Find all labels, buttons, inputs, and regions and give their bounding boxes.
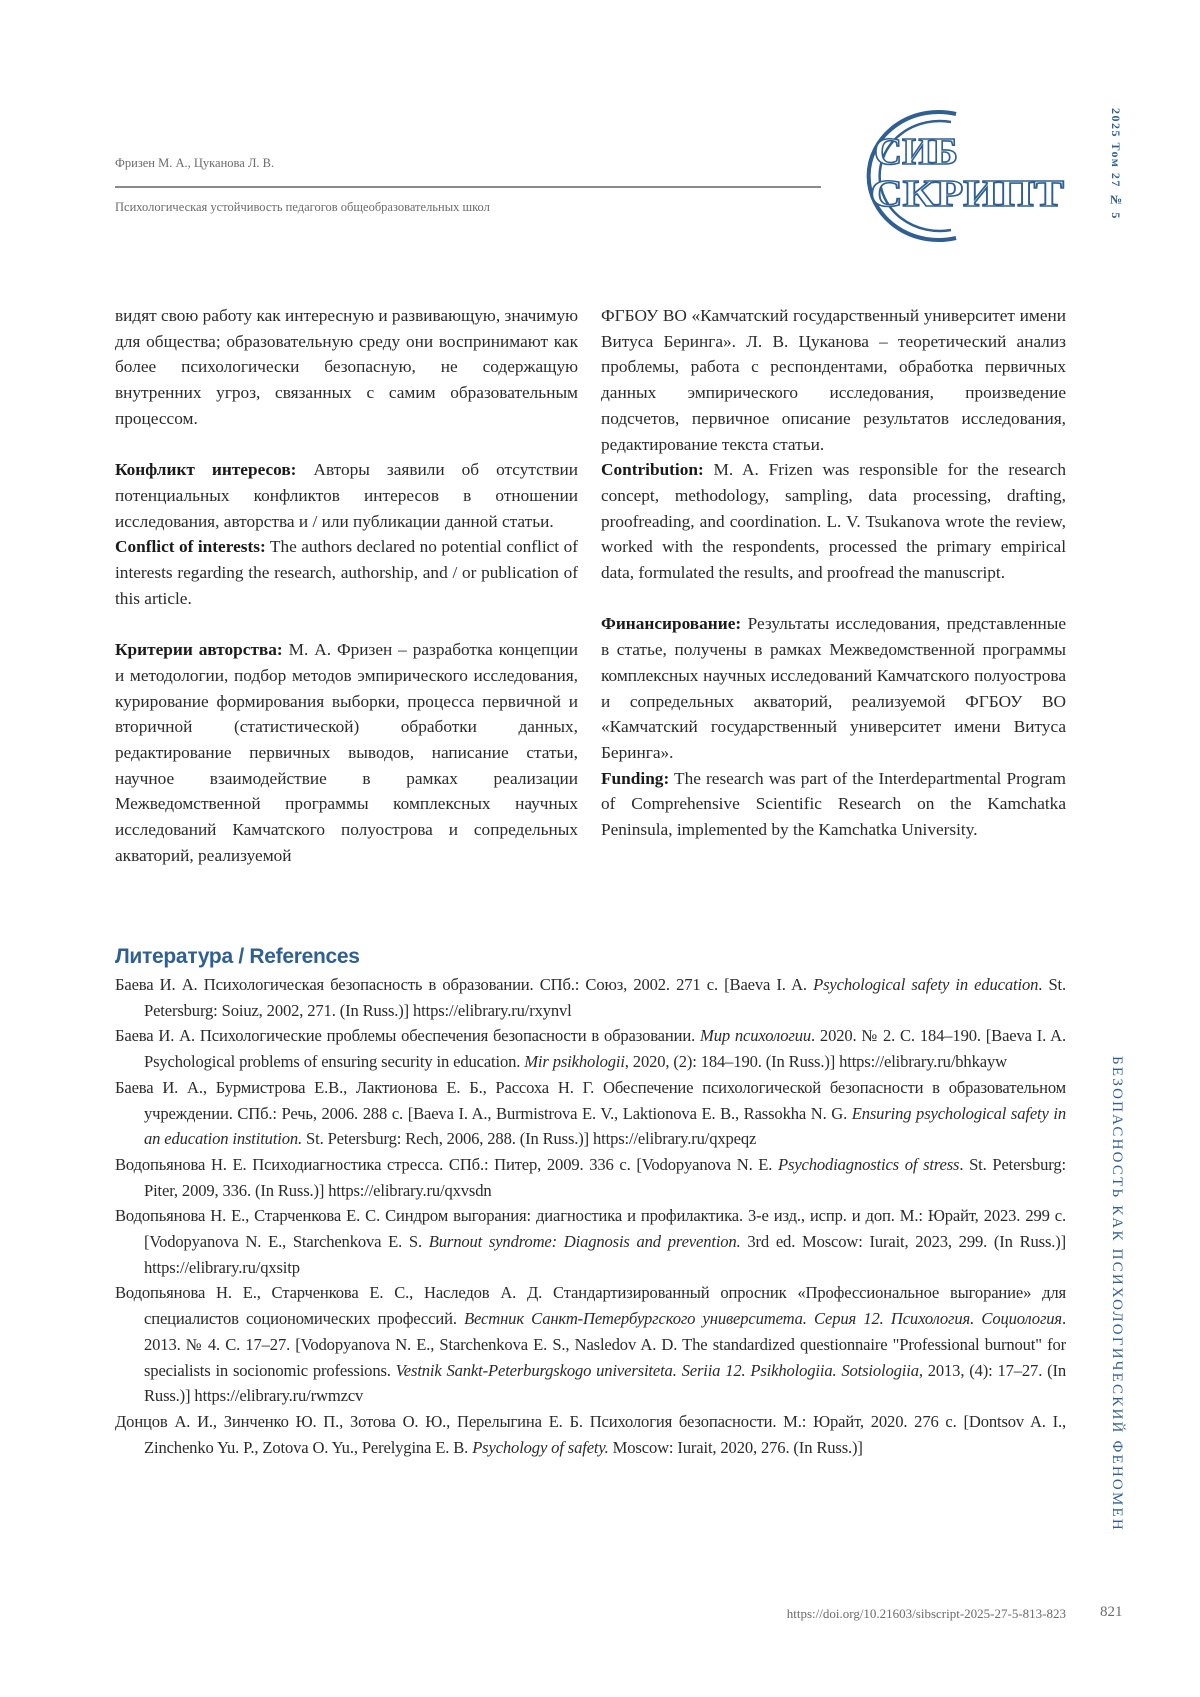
reference-item [115,1075,1066,1152]
criteria-continued: ФГБОУ ВО «Камчатский государственный университет имени Витуса Беринга». Л. В. Цуканова – теоретический анализ проблемы, работа с респондентами, обработка первичных данных эмпирического исследования, произведение подсчетов, первичное описание результатов исследования, редактирование текста статьи. [601,303,1066,457]
logo-text-line1: СИБ [874,131,958,173]
funding-en-paragraph [601,766,1066,843]
reference-part-i: Burnout syndrome: Diagnosis and prevention. [429,1232,741,1251]
funding-ru-label: Финансирование: [601,614,741,633]
reference-part-i: Вестник Санкт-Петербургского университета. Серия 12. Психология. Социология [464,1309,1062,1328]
reference-part-b: . 2020. № 2. С. 184–190. [Baeva I. A. Psychological problems of ensuring security in education. [144,1026,1066,1071]
reference-item [115,1203,1066,1280]
reference-item [115,1023,1066,1074]
reference-part-a: Водопьянова Н. Е., Старченкова Е. С., Наследов А. Д. Стандартизированный опросник «Профессиональное выгорание» для специалистов социономических профессий. [115,1283,1066,1328]
funding-en-label: Funding: [601,769,669,788]
running-header-authors: Фризен М. А., Цуканова Л. В. [115,156,274,171]
logo-text-line2: СКРИПТ [870,173,1064,215]
criteria-paragraph [115,637,578,868]
reference-part-i: Psychological safety in education [813,975,1038,994]
funding-ru-paragraph [601,611,1066,765]
page-number: 821 [1100,1604,1123,1621]
reference-part-c: , 2013, (4): 17–27. (In Russ.)] https://elibrary.ru/rwmzcv [144,1361,1066,1406]
reference-part-a: Водопьянова Н. Е., Старченкова Е. С. Синдром выгорания: диагностика и профилактика. 3-е изд., испр. и доп. М.: Юрайт, 2023. 299 с. [Vodopyanova N. E., Starchenkova E. S. [115,1206,1066,1251]
references-list [115,972,1066,1460]
right-column [601,303,1066,843]
reference-part-a: Водопьянова Н. Е. Психодиагностика стресса. СПб.: Питер, 2009. 336 с. [Vodopyanova N. E. [115,1155,778,1174]
doi-link[interactable]: https://doi.org/10.21603/sibscript-2025-27-5-813-823 [787,1606,1066,1622]
reference-part-b: Moscow: Iurait, 2020, 276. (In Russ.)] [609,1438,863,1457]
reference-part-c: , 2020, (2): 184–190. (In Russ.)] https://elibrary.ru/bhkayw [625,1052,1007,1071]
intro-paragraph: видят свою работу как интересную и развивающую, значимую для общества; образовательную среду они воспринимают как более психологически безопасную, не содержащую внутренних угроз, связанных с самим образовательным процессом. [115,303,578,432]
references-heading: Литература / References [115,945,360,969]
running-header-title: Психологическая устойчивость педагогов общеобразовательных школ [115,200,490,215]
reference-part-i: Psychology of safety. [472,1438,608,1457]
reference-part-i: Мир психологии [700,1026,811,1045]
conflict-en-label: Conflict of interests: [115,537,266,556]
reference-part-i2: Mir psikhologii [524,1052,625,1071]
reference-item [115,1280,1066,1409]
conflict-ru-label: Конфликт интересов: [115,460,296,479]
funding-en-text: The research was part of the Interdepartmental Program of Comprehensive Scientific Research on the Kamchatka Peninsula, implemented by the Kamchatka University. [601,769,1066,839]
contribution-label: Contribution: [601,460,704,479]
journal-logo [836,106,1068,246]
header-divider [115,186,821,188]
conflict-en-paragraph [115,534,578,611]
section-title: БЕЗОПАСНОСТЬ КАК ПСИХОЛОГИЧЕСКИЙ ФЕНОМЕН [1108,1056,1125,1532]
criteria-text: М. А. Фризен – разработка концепции и методологии, подбор методов эмпирического исследования, курирование формирования выборки, процесса первичной и вторичной (статистической) обработки данных, редактирование первичных выводов, написание статьи, научное взаимодействие в рамках реализации Межведомственной программы комплексных научных исследований Камчатского полуострова и сопредельных акваторий, реализуемой [115,640,578,865]
issue-label: 2025 Том 27 № 5 [1108,108,1123,220]
conflict-en-text: The authors declared no potential conflict of interests regarding the research, authorship, and / or publication of this article. [115,537,578,607]
left-column [115,303,578,868]
conflict-ru-text: Авторы заявили об отсутствии потенциальных конфликтов интересов в отношении исследования, авторства и / или публикации данной статьи. [115,460,578,530]
criteria-label: Критерии авторства: [115,640,283,659]
reference-part-i: Ensuring psychological safety in an education institution. [144,1104,1066,1149]
conflict-ru-paragraph [115,457,578,534]
reference-part-b: St. Petersburg: Rech, 2006, 288. (In Russ.)] https://elibrary.ru/qxpeqz [302,1129,756,1148]
reference-part-b: . St. Petersburg: Soiuz, 2002, 271. (In Russ.)] https://elibrary.ru/rxynvl [144,975,1066,1020]
reference-part-a: Баева И. А., Бурмистрова Е.В., Лактионова Е. Б., Рассоха Н. Г. Обеспечение психологической безопасности в образовательном учреждении. СПб.: Речь, 2006. 288 с. [Baeva I. A., Burmistrova E. V., Laktionova E. B., Rassokha N. G. [115,1078,1066,1123]
reference-part-b: . 2013. № 4. С. 17–27. [Vodopyanova N. E., Starchenkova E. S., Nasledov A. D. The standardized questionnaire "Professional burnout" for specialists in socionomic professions. [144,1309,1066,1379]
reference-part-i: Psychodiagnostics of stress [778,1155,959,1174]
contribution-text: M. A. Frizen was responsible for the research concept, methodology, sampling, data processing, drafting, proofreading, and coordination. L. V. Tsukanova wrote the review, worked with the respondents, processed the primary empirical data, formulated the results, and proofread the manuscript. [601,460,1066,582]
reference-item [115,1152,1066,1203]
reference-item [115,972,1066,1023]
reference-part-a: Донцов А. И., Зинченко Ю. П., Зотова О. Ю., Перелыгина Е. Б. Психология безопасности. М.: Юрайт, 2020. 276 с. [Dontsov A. I., Zinchenko Yu. P., Zotova O. Yu., Perelygina E. B. [115,1412,1066,1457]
funding-ru-text: Результаты исследования, представленные в статье, получены в рамках Межведомственной программы комплексных научных исследований Камчатского полуострова и сопредельных акваторий, реализуемой ФГБОУ ВО «Камчатский государственный университет имени Витуса Беринга». [601,614,1066,762]
reference-part-a: Баева И. А. Психологическая безопасность в образовании. СПб.: Союз, 2002. 271 с. [Baeva I. A. [115,975,813,994]
reference-part-b: . St. Petersburg: Piter, 2009, 336. (In Russ.)] https://elibrary.ru/qxvsdn [144,1155,1066,1200]
contribution-paragraph [601,457,1066,586]
reference-part-a: Баева И. А. Психологические проблемы обеспечения безопасности в образовании. [115,1026,700,1045]
reference-part-i2: Vestnik Sankt-Peterburgskogo universiteta. Seriia 12. Psikhologiia. Sotsiologiia [396,1361,919,1380]
reference-part-b: 3rd ed. Moscow: Iurait, 2023, 299. (In Russ.)] https://elibrary.ru/qxsitp [144,1232,1066,1277]
reference-item [115,1409,1066,1460]
